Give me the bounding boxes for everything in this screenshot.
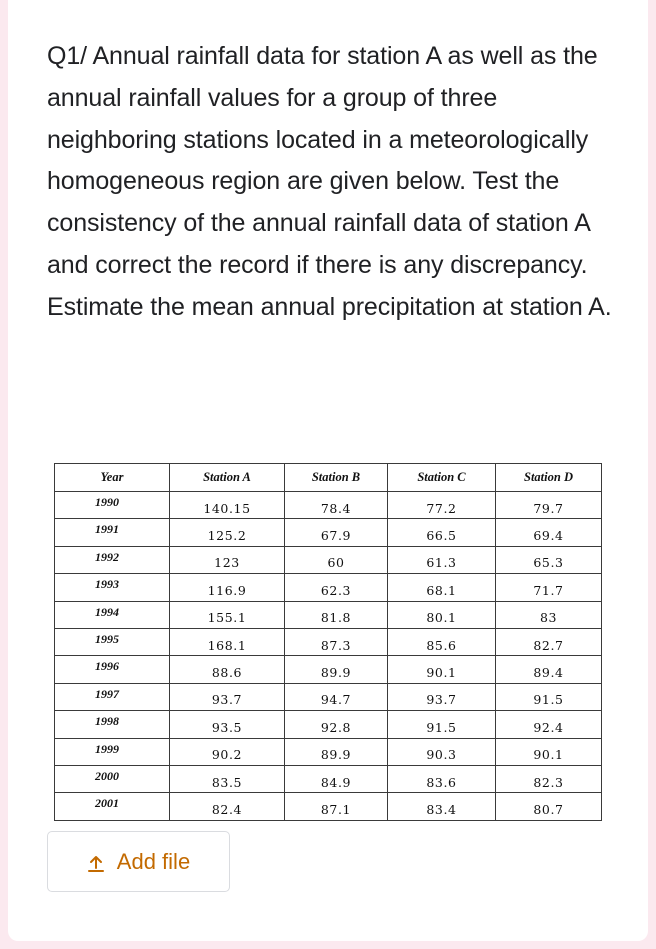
rainfall-value-cell: 90.1 <box>388 656 496 683</box>
table-row <box>55 765 602 792</box>
header-station-c: Station C <box>388 464 496 492</box>
table-row <box>55 683 602 710</box>
question-text: Q1/ Annual rainfall data for station A as well as the annual rainfall values for a group of three neighboring stations located in a meteorologically homogeneous region are given below. Test the consistency of the annual rainfall data of station A and correct the record if there is any discrepancy. Estimate the mean annual precipitation at station A. <box>47 42 612 321</box>
year-cell: 1995 <box>55 628 170 655</box>
rainfall-value-cell: 92.4 <box>496 711 602 738</box>
year-cell: 1992 <box>55 546 170 573</box>
rainfall-value-cell: 85.6 <box>388 628 496 655</box>
table-row <box>55 628 602 655</box>
rainfall-value-cell: 65.3 <box>496 546 602 573</box>
rainfall-value-cell: 60 <box>285 546 388 573</box>
rainfall-table <box>54 463 602 821</box>
table-row <box>55 711 602 738</box>
rainfall-value-cell: 83.5 <box>170 765 285 792</box>
rainfall-value-cell: 78.4 <box>285 492 388 519</box>
rainfall-value-cell: 93.7 <box>170 683 285 710</box>
table-row <box>55 492 602 519</box>
rainfall-value-cell: 62.3 <box>285 574 388 601</box>
rainfall-value-cell: 82.4 <box>170 793 285 820</box>
rainfall-value-cell: 67.9 <box>285 519 388 546</box>
add-file-label: Add file <box>116 848 191 874</box>
year-cell: 1994 <box>55 601 170 628</box>
table-row <box>55 546 602 573</box>
add-file-button[interactable] <box>47 831 230 892</box>
table-row <box>55 656 602 683</box>
rainfall-value-cell: 92.8 <box>285 711 388 738</box>
rainfall-value-cell: 91.5 <box>496 683 602 710</box>
rainfall-table-container <box>54 463 601 821</box>
rainfall-value-cell: 83.4 <box>388 793 496 820</box>
table-row <box>55 601 602 628</box>
year-cell: 1999 <box>55 738 170 765</box>
header-station-a: Station A <box>170 464 285 492</box>
rainfall-value-cell: 89.9 <box>285 656 388 683</box>
year-cell: 1998 <box>55 711 170 738</box>
table-row <box>55 738 602 765</box>
rainfall-value-cell: 94.7 <box>285 683 388 710</box>
rainfall-value-cell: 89.9 <box>285 738 388 765</box>
rainfall-value-cell: 125.2 <box>170 519 285 546</box>
year-cell: 2000 <box>55 765 170 792</box>
rainfall-value-cell: 168.1 <box>170 628 285 655</box>
rainfall-value-cell: 140.15 <box>170 492 285 519</box>
table-row <box>55 793 602 820</box>
rainfall-value-cell: 116.9 <box>170 574 285 601</box>
rainfall-value-cell: 83 <box>496 601 602 628</box>
header-station-b: Station B <box>285 464 388 492</box>
rainfall-value-cell: 79.7 <box>496 492 602 519</box>
table-row <box>55 574 602 601</box>
rainfall-value-cell: 66.5 <box>388 519 496 546</box>
table-body <box>55 492 602 821</box>
rainfall-value-cell: 84.9 <box>285 765 388 792</box>
rainfall-value-cell: 69.4 <box>496 519 602 546</box>
header-station-d: Station D <box>496 464 602 492</box>
year-cell: 1996 <box>55 656 170 683</box>
rainfall-value-cell: 93.7 <box>388 683 496 710</box>
year-cell: 1991 <box>55 519 170 546</box>
rainfall-value-cell: 90.3 <box>388 738 496 765</box>
rainfall-value-cell: 88.6 <box>170 656 285 683</box>
rainfall-value-cell: 91.5 <box>388 711 496 738</box>
rainfall-value-cell: 93.5 <box>170 711 285 738</box>
table-row <box>55 519 602 546</box>
rainfall-value-cell: 61.3 <box>388 546 496 573</box>
upload-icon <box>87 853 105 871</box>
rainfall-value-cell: 80.1 <box>388 601 496 628</box>
rainfall-value-cell: 83.6 <box>388 765 496 792</box>
rainfall-value-cell: 90.1 <box>496 738 602 765</box>
rainfall-value-cell: 155.1 <box>170 601 285 628</box>
table-header-row <box>55 464 602 492</box>
year-cell: 1993 <box>55 574 170 601</box>
rainfall-value-cell: 87.3 <box>285 628 388 655</box>
year-cell: 1997 <box>55 683 170 710</box>
rainfall-value-cell: 82.3 <box>496 765 602 792</box>
header-year: Year <box>55 464 170 492</box>
rainfall-value-cell: 89.4 <box>496 656 602 683</box>
rainfall-value-cell: 81.8 <box>285 601 388 628</box>
year-cell: 2001 <box>55 793 170 820</box>
rainfall-value-cell: 80.7 <box>496 793 602 820</box>
rainfall-value-cell: 77.2 <box>388 492 496 519</box>
question-card <box>8 0 648 941</box>
year-cell: 1990 <box>55 492 170 519</box>
rainfall-value-cell: 71.7 <box>496 574 602 601</box>
rainfall-value-cell: 68.1 <box>388 574 496 601</box>
rainfall-value-cell: 123 <box>170 546 285 573</box>
rainfall-value-cell: 82.7 <box>496 628 602 655</box>
rainfall-value-cell: 87.1 <box>285 793 388 820</box>
rainfall-value-cell: 90.2 <box>170 738 285 765</box>
